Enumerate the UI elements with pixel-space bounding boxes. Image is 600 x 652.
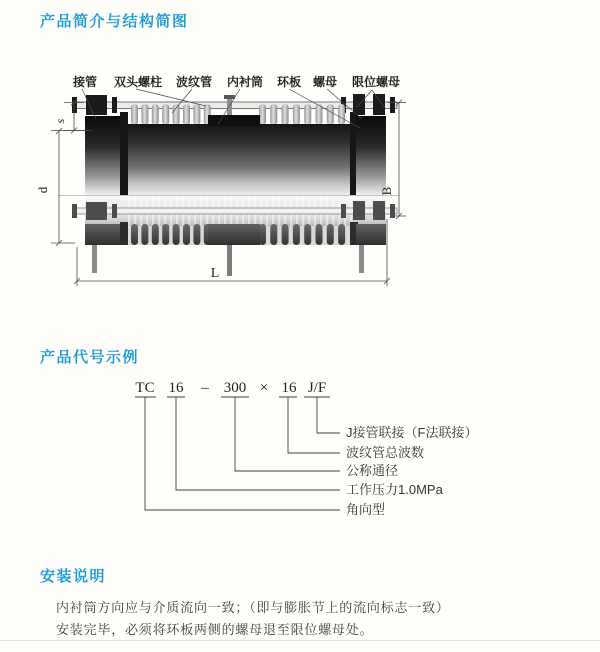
section-title-installation: 安装说明 bbox=[40, 568, 107, 585]
label-ring-plate: 环板 bbox=[276, 75, 302, 89]
code-token-diameter: 300 bbox=[223, 380, 247, 396]
dimension-d bbox=[35, 128, 88, 246]
section-title-intro: 产品简介与结构简图 bbox=[40, 13, 189, 30]
code-explanations bbox=[346, 425, 477, 517]
label-bellows: 波纹管 bbox=[175, 75, 213, 89]
dim-label-d: d bbox=[35, 186, 50, 194]
explanation-waves: 波纹管总波数 bbox=[346, 445, 425, 460]
installation-note-line2: 安装完毕，必须将环板两侧的螺母退至限位螺母处。 bbox=[56, 622, 374, 637]
product-code-breakdown bbox=[120, 372, 480, 524]
dim-label-L: L bbox=[210, 266, 220, 281]
code-token-connection: J/F bbox=[307, 380, 327, 396]
joint-body-upper bbox=[85, 112, 386, 195]
dim-label-B: B bbox=[379, 186, 394, 196]
code-token-dash: – bbox=[201, 380, 209, 396]
explanation-pressure: 工作压力1.0MPa bbox=[346, 482, 443, 497]
code-token-waves: 16 bbox=[281, 380, 297, 396]
label-inner-liner: 内衬筒 bbox=[226, 75, 264, 89]
explanation-connection: J接管联接（F法联接） bbox=[346, 425, 478, 440]
code-token-type: TC bbox=[135, 380, 155, 396]
label-nut: 螺母 bbox=[312, 75, 338, 89]
explanation-diameter: 公称通径 bbox=[346, 463, 399, 478]
label-limit-nut: 限位螺母 bbox=[351, 75, 401, 89]
dim-label-s: s bbox=[53, 118, 67, 124]
joint-body-lower bbox=[85, 196, 386, 245]
label-double-end-stud: 双头螺柱 bbox=[113, 75, 163, 89]
code-tokens bbox=[135, 380, 326, 396]
part-labels bbox=[72, 74, 400, 89]
code-token-times: × bbox=[259, 380, 269, 396]
explanation-type: 角向型 bbox=[346, 502, 386, 517]
label-connection-pipe: 接管 bbox=[72, 75, 98, 89]
page-bottom-edge bbox=[0, 640, 600, 641]
expansion-joint-structure-diagram bbox=[30, 64, 460, 306]
code-connector-lines bbox=[145, 397, 340, 510]
code-token-pressure: 16 bbox=[168, 380, 184, 396]
section-title-code-example: 产品代号示例 bbox=[40, 349, 140, 366]
installation-note-line1: 内衬筒方向应与介质流向一致；（即与膨胀节上的流向标志一致） bbox=[56, 600, 450, 615]
